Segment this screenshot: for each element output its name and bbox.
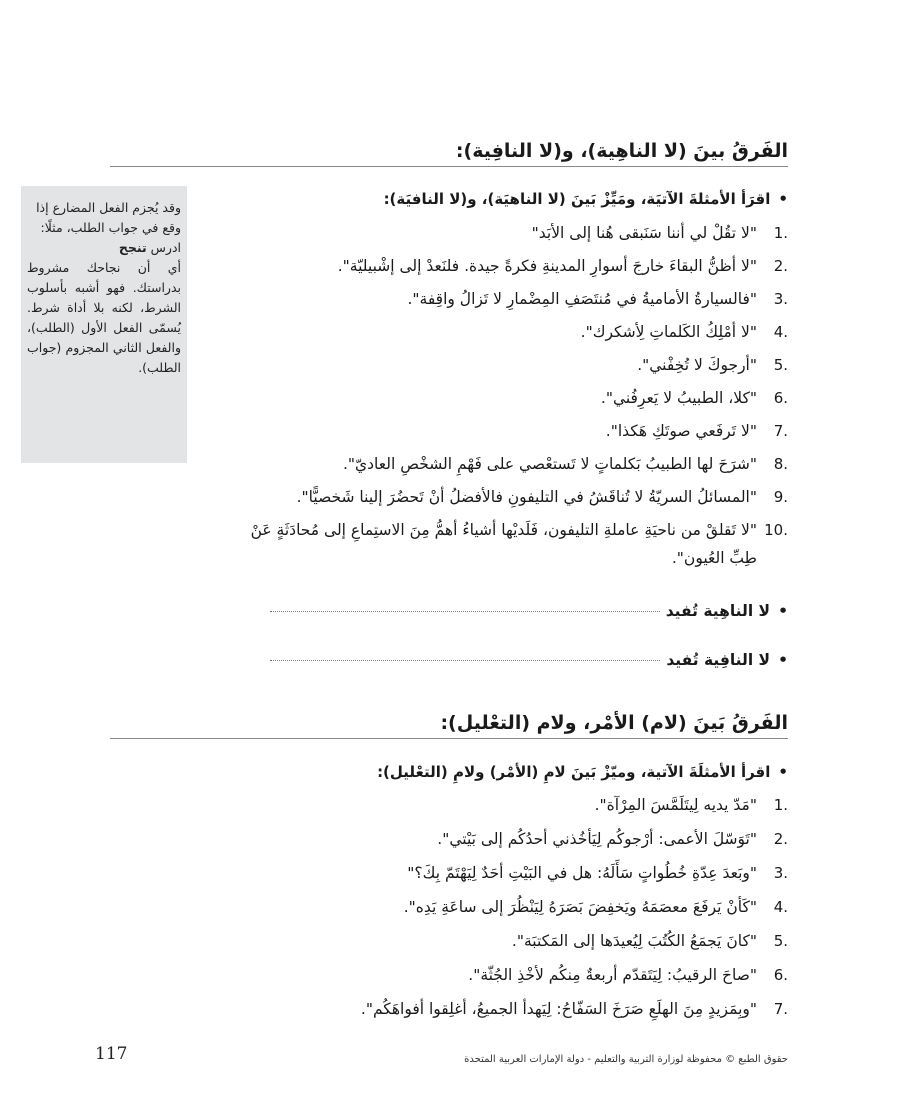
list-item: "لا أمْلِكُ الكَلماتِ لِأشكرك". 4. bbox=[580, 323, 788, 341]
fill-label-nahiya: • لا الناهِية تُفيد bbox=[665, 602, 771, 620]
list-item: "لا أظنُّ البقاءَ خارجَ أسوارِ المدينةِ فكرةً جيدة. فلنَعدْ إلى إشْبيليّة". 2. bbox=[337, 257, 788, 275]
list-item: "لا تَرفَعي صوتَكِ هَكذا". 7. bbox=[605, 422, 788, 440]
fill-label-nafiya: • لا النافِية تُفيد bbox=[666, 651, 771, 669]
list-item: "كلا، الطبيبُ لا يَعرِفُني". 6. bbox=[600, 389, 788, 407]
list-item: "المسائلُ السريّةُ لا تُناقَشُ في التليفونِ فالأفضلُ أنْ تَحضُرَ إلينا شَخصيًّا". 9. bbox=[296, 488, 788, 506]
list-item: "كانَ يَجمَعُ الكُتُبَ لِيُعيدَها إلى المَكتبَة". 5. bbox=[511, 932, 788, 950]
sidebar-intro: وقد يُجزم الفعل المضارع إذا وقع في جواب الطلب، مثلًا: bbox=[36, 200, 181, 235]
list-item: "لا تقُلْ لي أننا سَنَبقى هُنا إلى الأبَد" 1. bbox=[531, 224, 788, 242]
section-title-la: الفَرقُ بينَ (لا الناهِية)، و(لا النافِية): bbox=[110, 140, 788, 167]
fill-line-nahiya bbox=[270, 602, 788, 620]
list-item: "مَدّ يديه لِيتَلَمَّسَ المِرْآة". 1. bbox=[594, 796, 788, 814]
list-item: "لا تَقلقْ من ناحيَةِ عاملةِ التليفون، فَلَديْها أشياءُ أهمُّ مِنَ الاستِماعِ إلى مُحادَثَةٍ عَنْ 10. طِبِّ العُيون". bbox=[228, 521, 788, 587]
answer-blank-nafiya[interactable] bbox=[270, 659, 660, 661]
list-item: "صاحَ الرقيبُ: لِيَتَقدّم أربعةٌ مِنكُم لأخْذِ الجُثّة". 6. bbox=[468, 966, 788, 984]
fill-line-nafiya bbox=[270, 651, 788, 669]
list-lam-examples bbox=[228, 796, 788, 1034]
instruction-lam: • اقرأ الأمثلَةَ الآتية، وميّزْ بَينَ لامِ (الأمْر) ولامِ (التعْليل): bbox=[377, 763, 788, 781]
list-item: "وبِمَزيدٍ مِنَ الهلَعِ صَرَخَ السَفّاحُ: لِيَهدأ الجميعُ، أغلِقوا أفواهَكُم". 7. bbox=[360, 1000, 788, 1018]
page-number: 117 bbox=[95, 1044, 128, 1064]
sidebar-note bbox=[21, 186, 187, 463]
list-item: "كَأنْ يَرفَعَ معصَمَهُ ويَخفِضَ بَصَرَهُ لِيَنْظُرَ إلى ساعَةِ يَدِه". 4. bbox=[403, 898, 788, 916]
list-item: "شرَحَ لها الطبيبُ بَكلماتٍ لا تَستعْصي على فَهْمِ الشخْصِ العاديّ". 8. bbox=[342, 455, 788, 473]
list-item: "وبَعدَ عِدّةِ خُطُواتٍ سَأَلَهُ: هل في البَيْتِ أحَدٌ لِيَهْتَمّ بِكَ؟" 3. bbox=[407, 864, 788, 882]
instruction-la: • اقرَأ الأمثلةَ الآتيَة، ومَيِّزْ بَينَ (لا الناهيَة)، و(لا النافيَة): bbox=[384, 190, 788, 208]
sidebar-explanation: أي أن نجاحك مشروط بدراستك. فهو أشبه بأسلوب الشرط، لكنه بلا أداة شرط. يُسمّى الفعل الأول (الطلب)، والفعل الثاني المجزوم (جواب الطلب). bbox=[27, 260, 181, 375]
section-title-lam: الفَرقُ بَينَ (لام) الأمْر، ولام (التعْليل): bbox=[110, 712, 788, 739]
list-la-examples bbox=[228, 224, 788, 587]
list-item-continuation: طِبِّ العُيون". bbox=[671, 549, 757, 567]
footer-copyright: حقوق الطبع © محفوظة لوزارة التربية والتعليم - دولة الإمارات العربية المتحدة bbox=[464, 1054, 788, 1065]
list-item: "تَوَسّلَ الأعمى: أرْجوكُم لِيَأخُذني أحدُكُم إلى بَيْتي". 2. bbox=[437, 830, 788, 848]
list-item: "فالسيارةُ الأماميةُ في مُنتَصَفِ المِضْمارِ لا تَزالُ واقِفة". 3. bbox=[407, 290, 788, 308]
sidebar-example: ادرس تنجح bbox=[118, 240, 181, 255]
answer-blank-nahiya[interactable] bbox=[270, 610, 660, 612]
list-item: "أرجوكَ لا تُخِفْني". 5. bbox=[637, 356, 788, 374]
